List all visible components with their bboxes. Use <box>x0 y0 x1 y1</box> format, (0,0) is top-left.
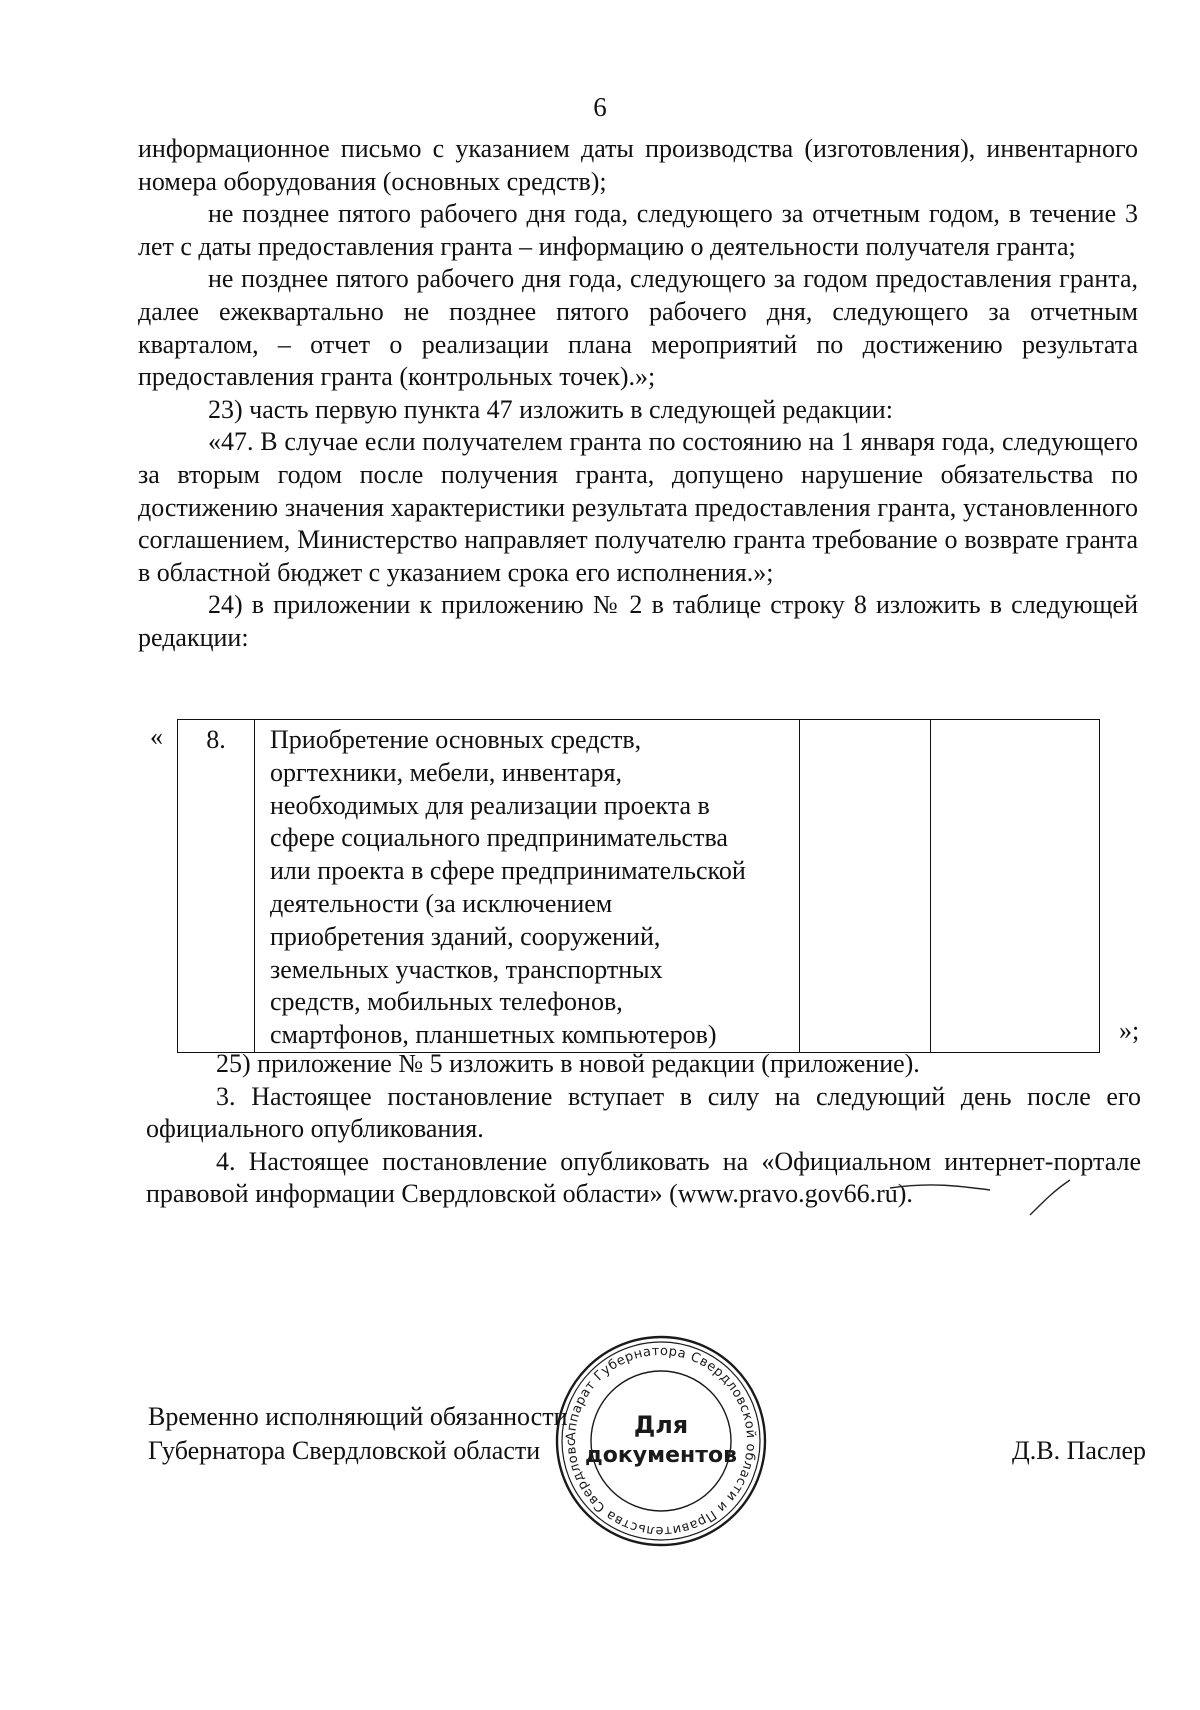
table-row-8 <box>177 719 1100 1053</box>
body-text <box>138 133 1138 655</box>
row-text-line: приобретения зданий, сооружений, <box>270 921 661 951</box>
paragraph-8: 3. Настоящее постановление вступает в силу на следующий день после его официального опубликования. <box>146 1081 1141 1144</box>
row-text-line: необходимых для реализации проекта в <box>270 790 710 820</box>
row-text-line: земельных участков, транспортных <box>270 954 663 984</box>
table-row <box>178 720 1100 1053</box>
row-number-cell: 8. <box>178 720 255 1053</box>
stamp-seal <box>552 1332 770 1550</box>
row-text-line: оргтехники, мебели, инвентаря, <box>270 757 622 787</box>
row-text-line: или проекта в сфере предпринимательской <box>270 856 746 886</box>
row-text-line: деятельности (за исключением <box>270 888 613 918</box>
row-text-line: Приобретение основных средств, <box>270 725 642 754</box>
signature-title-line-1: Временно исполняющий обязанности <box>148 1402 568 1431</box>
stamp-ring-text: Аппарат Губернатора Свердловской области и Правительства Свердловс <box>563 1343 759 1539</box>
signer-name: Д.В. Паслер <box>1012 1436 1146 1465</box>
row-text-line: средств, мобильных телефонов, <box>270 987 623 1017</box>
signature-title-line-2: Губернатора Свердловской области <box>148 1436 541 1465</box>
empty-cell-3 <box>800 720 931 1053</box>
paragraph-2: не позднее пятого рабочего дня года, следующего за отчетным годом, в течение 3 лет с даты предоставления гранта – информацию о деятельности получателя гранта; <box>138 199 1138 261</box>
amended-table-row <box>150 719 1150 1050</box>
open-quote: « <box>150 722 163 751</box>
row-description-cell <box>255 720 800 1053</box>
pen-scribble <box>870 1160 1110 1230</box>
empty-cell-4 <box>931 720 1100 1053</box>
row-text-line: сфере социального предпринимательства <box>270 823 728 853</box>
stamp-center-line-1: Для <box>633 1411 689 1439</box>
row-text-line: смартфонов, планшетных компьютеров) <box>270 1020 717 1050</box>
signature-title <box>148 1400 568 1468</box>
close-quote: »; <box>1119 1016 1140 1045</box>
official-stamp <box>552 1332 770 1550</box>
paragraph-6: 24) в приложении к приложению № 2 в таблице строку 8 изложить в следующей редакции: <box>138 590 1138 652</box>
paragraph-3: не позднее пятого рабочего дня года, следующего за годом предоставления гранта, далее ежеквартально не позднее пятого рабочего дня, следующего за отчетным кварталом, – отчет о реализации плана мероприятий по достижению результата предоставления гранта (контрольных точек).»; <box>138 264 1138 392</box>
paragraph-1: информационное письмо с указанием даты производства (изготовления), инвентарного номера оборудования (основных средств); <box>138 134 1138 196</box>
paragraph-5: «47. В случае если получателем гранта по состоянию на 1 января года, следующего за вторым годом после получения гранта, допущено нарушение обязательства по достижению значения характеристики результата предоставления гранта, установленного соглашением, Министерство направляет получателю гранта требование о возврате гранта в областной бюджет с указанием срока его исполнения.»; <box>138 427 1138 587</box>
paragraph-9: 4. Настоящее постановление опубликовать на «Официальном интернет-портале правовой информации Свердловской области» (www.pravo.gov66.ru). <box>146 1146 1141 1209</box>
stamp-center-line-2: документов <box>584 1443 738 1468</box>
paragraph-7: 25) приложение № 5 изложить в новой редакции (приложение). <box>216 1049 920 1078</box>
page-number: 6 <box>593 92 607 122</box>
paragraph-4: 23) часть первую пункта 47 изложить в следующей редакции: <box>208 394 893 424</box>
